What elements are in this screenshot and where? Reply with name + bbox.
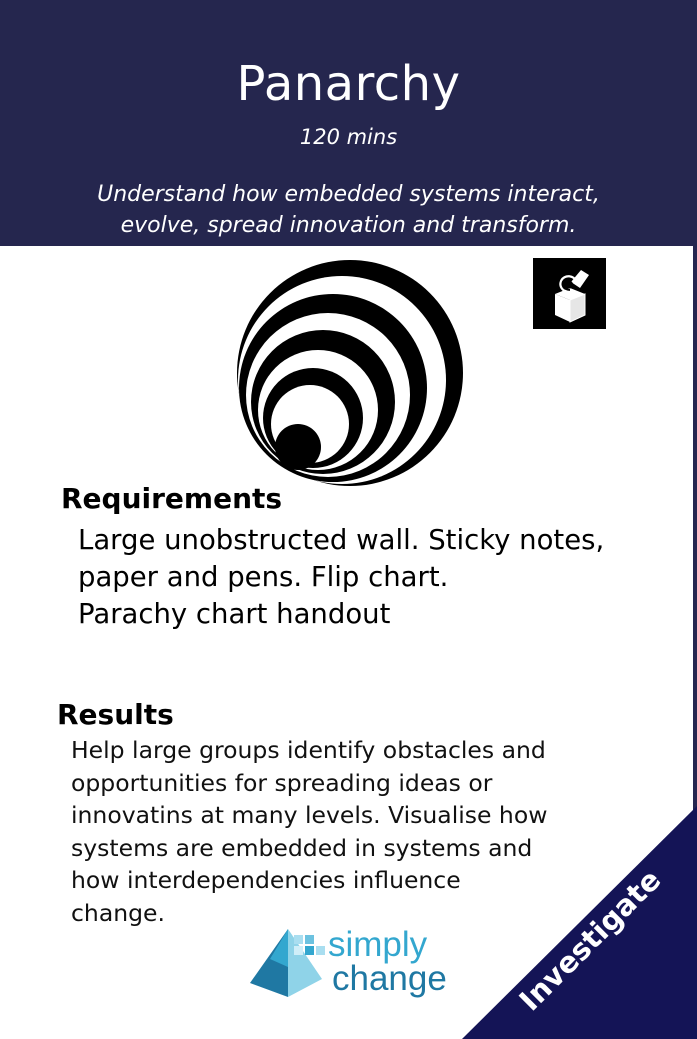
requirements-line: paper and pens. Flip chart.	[78, 561, 449, 593]
card-tagline	[40, 179, 657, 241]
logo-word-change: change	[332, 959, 447, 998]
results-heading: Results	[57, 698, 174, 731]
tagline-line: evolve, spread innovation and transform.	[120, 213, 577, 238]
results-line: systems are embedded in systems and	[71, 833, 533, 862]
unfolding-box-icon	[533, 258, 606, 329]
logo-word-simply: simply	[328, 925, 428, 964]
results-line: how interdependencies influence	[71, 866, 461, 894]
category-label: Investigate	[512, 862, 668, 1018]
requirements-line: Large unobstructed wall. Sticky notes,	[78, 524, 605, 556]
tagline-line: Understand how embedded systems interact,	[97, 182, 600, 207]
requirements-text	[78, 522, 668, 633]
requirements-heading: Requirements	[61, 482, 283, 515]
results-line: opportunities for spreading ideas or	[71, 768, 493, 797]
card-header	[0, 0, 697, 246]
results-line: innovatins at many levels. Visualise how	[71, 801, 548, 829]
simply-change-logo	[248, 925, 478, 1000]
card-title: Panarchy	[236, 56, 461, 112]
requirements-line: Parachy chart handout	[78, 598, 391, 630]
results-line: change.	[71, 898, 165, 927]
results-line: Help large groups identify obstacles and	[71, 736, 546, 764]
card-duration: 120 mins	[299, 125, 398, 149]
pyramid-logo-icon	[248, 925, 328, 1000]
nested-rings-icon	[230, 260, 470, 486]
